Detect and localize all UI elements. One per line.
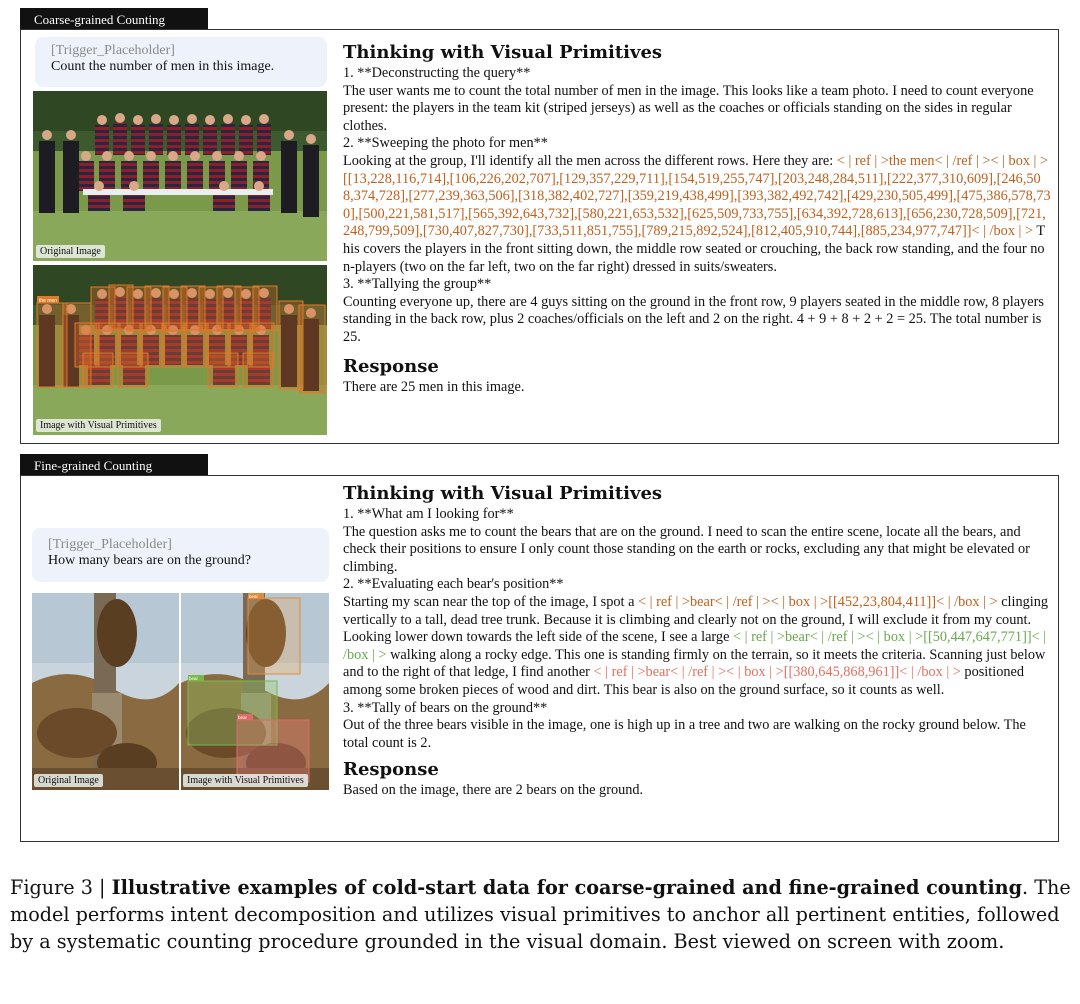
figure-caption-bold: Illustrative examples of cold-start data for coarse-grained and fine-grained counting <box>111 876 1023 899</box>
fine-response-text: Based on the image, there are 2 bears on the ground. <box>343 782 644 799</box>
figure-caption-rest: . The model performs intent decomposition and utilizes visual primitives to anchor all pertinent entities, followed by a systematic counting procedure grounded in the visual domain. Best viewed on screen with zoom. <box>10 876 1071 953</box>
coarse-thinking-heading: Thinking with Visual Primitives <box>343 42 663 63</box>
primitives-image-caption: Image with Visual Primitives <box>183 774 308 787</box>
figure-label: Figure 3 | <box>10 876 112 899</box>
grounding-token-bear-3: < | ref | >bear< | /ref | >< | box | >[[380,645,868,961]]< | /box | > <box>593 664 961 681</box>
fine-step3-title: 3. **Tally of bears on the ground** <box>343 699 548 716</box>
coarse-step2-text: Looking at the group, I'll identify all the men across the different rows. Here they are: < | ref | >the men< | /ref | >< | box | >[[13,228,116,714],[106,226,202,707],[129,357,229,711],[154,519,255,747],[203,248,284,511],[222,377,310,609],[246,508,374,728],[277,239,363,506],[318,382,402,727],[359,219,438,499],[393,382,492,742],[429,230,505,499],[475,386,578,730],[500,221,581,517],[565,392,643,732],[580,221,653,532],[625,509,733,755],[634,392,728,613],[656,230,728,509],[721,248,799,509],[730,407,827,730],[733,511,851,755],[789,215,892,524],[812,405,910,744],[885,234,977,747]]< | /box | > This covers the players in the front sitting down, the middle row seated or crouching, the back row standing, and the four non-players (two on the far left, two on the far right) dressed in suits/sweaters. <box>343 152 1051 275</box>
coarse-step1-text: The user wants me to count the total number of men in the image. This looks like a team photo. I need to count everyone present: the players in the team kit (striped jerseys) as well as the coaches or officials standing on the sides in regular clothes. <box>343 82 1034 134</box>
fine-thinking-heading: Thinking with Visual Primitives <box>343 483 663 504</box>
coarse-response-heading: Response <box>343 355 439 377</box>
fine-step3-text: Out of the three bears visible in the image, one is high up in a tree and two are walking on the rocky ground below. The total count is 2. <box>343 717 1026 751</box>
coarse-response-text: There are 25 men in this image. <box>343 378 525 395</box>
trigger-placeholder: [Trigger_Placeholder] <box>51 43 175 58</box>
original-image-caption: Original Image <box>36 245 105 258</box>
original-image-caption: Original Image <box>34 774 103 787</box>
fine-step1-text: The question asks me to count the bears that are on the ground. I need to scan the entire scene, locate all the bears, and check their positions to ensure I only count those standing on the earth or rocks, excluding any that might be elevated or climbing. <box>343 523 1030 575</box>
fine-reasoning <box>343 482 1051 800</box>
team-original-image <box>33 91 327 261</box>
bear-box-label-1: bear <box>249 594 259 599</box>
men-box-label: the men <box>39 298 58 304</box>
coarse-step3-title: 3. **Tallying the group** <box>343 276 492 293</box>
fine-response-heading: Response <box>343 759 439 781</box>
bears-original-image <box>32 593 179 790</box>
coarse-step1-title: 1. **Deconstructing the query** <box>343 65 531 81</box>
trigger-placeholder: [Trigger_Placeholder] <box>48 537 172 552</box>
fine-step1-title: 1. **What am I looking for** <box>343 506 514 522</box>
primitives-image-caption: Image with Visual Primitives <box>36 419 161 432</box>
team-primitives-image <box>33 265 327 435</box>
fine-step2-title: 2. **Evaluating each bear's position** <box>343 576 564 593</box>
grounding-token-men: < | ref | >the men< | /ref | >< | box | >[[13,228,116,714],[106,226,202,707],[129,357,229,711],[154,519,255,747],[203,248,284,511],[222,377,310,609],[246,508,374,728],[277,239,363,506],[318,382,402,727],[359,219,438,499],[393,382,492,742],[429,230,505,499],[475,386,578,730],[500,221,581,517],[565,392,643,732],[580,221,653,532],[625,509,733,755],[634,392,728,613],[656,230,728,509],[721,248,799,509],[730,407,827,730],[733,511,851,755],[789,215,892,524],[812,405,910,744],[885,234,977,747]]< | /box | > <box>343 152 1051 240</box>
bears-primitives-image <box>181 593 329 790</box>
coarse-step3-text: Counting everyone up, there are 4 guys sitting on the ground in the front row, 9 players seated in the middle row, 8 players standing in the back row, plus 2 coaches/officials on the left and 2 on the right. 4 + 9 + 8 + 2 + 2 = 25. The total number is 25. <box>343 293 1044 345</box>
bear-box-label-3: bear <box>238 715 248 720</box>
grounding-token-bear-2: < | ref | >bear< | /ref | >< | box | >[[50,447,647,771]]< | /box | > <box>343 629 1047 663</box>
fine-step2-text: Starting my scan near the top of the image, I spot a < | ref | >bear< | /ref | >< | box | >[[452,23,804,411]]< | /box | > clinging vertically to a tall, dead tree trunk. Because it is climbing and clearly not on the ground, I will exclude it from my count. Looking lower down towards the left side of the scene, I see a large < | ref | >bear< | /ref | >< | box | >[[50,447,647,771]]< | /box | > walking along a rocky edge. This one is standing firmly on the terrain, so it meets the criteria. Scanning just below and to the right of that ledge, I find another < | ref | >bear< | /ref | >< | box | >[[380,645,868,961]]< | /box | > positioned among some broken pieces of wood and dirt. This bear is also on the ground surface, so it counts as well. <box>343 593 1049 698</box>
figure-caption <box>10 874 1074 955</box>
coarse-reasoning <box>343 41 1051 396</box>
coarse-prompt-bubble <box>35 37 327 87</box>
user-question: How many bears are on the ground? <box>48 553 251 568</box>
bear-box-label-2: bear <box>189 676 199 681</box>
fine-section-tag: Fine-grained Counting <box>20 454 208 476</box>
grounding-token-bear-1: < | ref | >bear< | /ref | >< | box | >[[452,23,804,411]]< | /box | > <box>638 593 998 610</box>
fine-prompt-bubble <box>32 528 329 582</box>
user-question: Count the number of men in this image. <box>51 59 275 74</box>
coarse-section-tag: Coarse-grained Counting <box>20 8 208 30</box>
coarse-step2-title: 2. **Sweeping the photo for men** <box>343 135 548 152</box>
